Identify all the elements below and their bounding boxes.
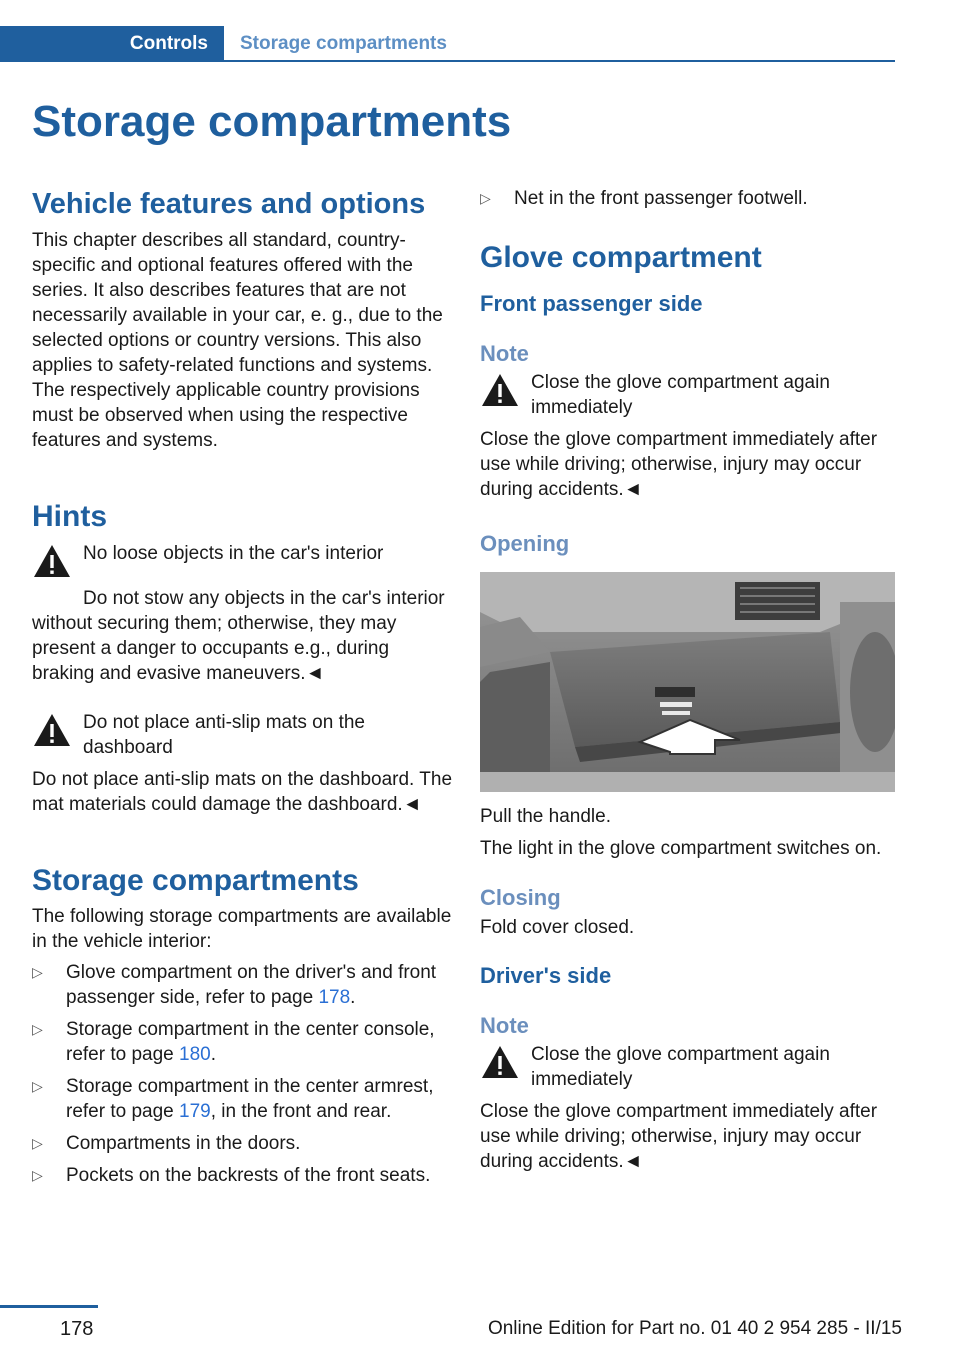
- warning-triangle-icon: [480, 1044, 520, 1080]
- list-item-period: .: [350, 987, 356, 1008]
- bullet-icon: ▷: [32, 1078, 43, 1094]
- list-item: [32, 1131, 452, 1156]
- page-number: 178: [60, 1318, 94, 1340]
- note-1-label: Note: [480, 341, 529, 366]
- vehicle-features-text: This chapter describes all standard, country-specific and optional features offered with the series. It also describes features that are not necessarily available in your car, e. g., due to the selected options or country versions. This also applies to safety-related functions and systems. The respectively applicable country provisions must be observed when using the respective features and systems.: [32, 230, 443, 451]
- light-text: The light in the glove compartment switches on.: [480, 838, 882, 859]
- list-item: [32, 960, 452, 1010]
- bullet-icon: ▷: [32, 1135, 43, 1151]
- drivers-side-heading: Driver's side: [480, 963, 612, 988]
- list-item: [480, 186, 895, 211]
- header-tab-controls[interactable]: Controls: [0, 26, 224, 62]
- opening-label: Opening: [480, 531, 570, 556]
- list-item: [32, 1163, 452, 1188]
- left-column: [32, 186, 452, 1195]
- header-rule: [224, 60, 895, 62]
- note-2-title: Close the glove compartment again immediately: [531, 1044, 830, 1090]
- storage-compartments-heading: Storage compartments: [32, 864, 359, 897]
- warning-1-title: No loose objects in the car's interior: [83, 543, 384, 564]
- note-2: [480, 1042, 895, 1092]
- note-1-title: Close the glove compartment again immediately: [531, 372, 830, 418]
- warning-1: [32, 541, 452, 579]
- fold-cover-text: Fold cover closed.: [480, 917, 635, 938]
- note-1-text: Close the glove compartment immediately after use while driving; otherwise, injury may occur during accidents.◄: [480, 429, 878, 500]
- list-item-text: Net in the front passenger footwell.: [514, 188, 808, 209]
- page-link-178[interactable]: 178: [318, 987, 351, 1008]
- pull-handle-text: Pull the handle.: [480, 806, 611, 827]
- glove-compartment-heading: Glove compartment: [480, 241, 762, 274]
- hints-heading: Hints: [32, 500, 107, 533]
- closing-label: Closing: [480, 885, 561, 910]
- bullet-icon: ▷: [32, 1167, 43, 1183]
- list-item-text: Pockets on the backrests of the front seats.: [66, 1165, 431, 1186]
- note-2-text: Close the glove compartment immediately after use while driving; otherwise, injury may occur during accidents.◄: [480, 1101, 878, 1172]
- glove-compartment-photo: [480, 572, 895, 792]
- page-link-179[interactable]: 179: [179, 1101, 211, 1122]
- warning-2-text: Do not place anti-slip mats on the dashboard. The mat materials could damage the dashboard.◄: [32, 769, 453, 815]
- vehicle-features-heading: Vehicle features and options: [32, 188, 426, 220]
- edition-footer: Online Edition for Part no. 01 40 2 954 285 - II/15: [487, 1318, 902, 1339]
- bullet-icon: ▷: [32, 964, 43, 980]
- bullet-icon: ▷: [32, 1021, 43, 1037]
- warning-1-text: Do not stow any objects in the car's interior without securing them; otherwise, they may present a danger to occupants e.g., during braking and evasive maneuvers.◄: [32, 588, 445, 684]
- list-item: [32, 1074, 452, 1124]
- storage-compartments-text: The following storage compartments are available in the vehicle interior:: [32, 906, 452, 952]
- list-item-period: .: [210, 1044, 217, 1065]
- bullet-icon: ▷: [480, 190, 491, 206]
- page-header: [0, 26, 895, 62]
- list-item: [32, 1017, 452, 1067]
- warning-triangle-icon: [32, 712, 72, 748]
- page-title: Storage compartments: [32, 97, 512, 146]
- front-passenger-side-heading: Front passenger side: [480, 291, 703, 316]
- header-tab-storage[interactable]: Storage compartments: [240, 33, 447, 54]
- footer-rule: [0, 1305, 98, 1308]
- note-2-label: Note: [480, 1013, 529, 1038]
- list-item-text: Compartments in the doors.: [66, 1133, 301, 1154]
- list-item-text-after: , in the front and rear.: [210, 1101, 392, 1122]
- list-item-text: Glove compartment on the driver's and front passenger side, refer to page: [66, 962, 437, 1008]
- page-link-180[interactable]: 180: [179, 1044, 211, 1065]
- warning-triangle-icon: [480, 372, 520, 408]
- warning-2-title: Do not place anti-slip mats on the dashboard: [83, 712, 365, 758]
- warning-triangle-icon: [32, 543, 72, 579]
- note-1: [480, 370, 895, 420]
- list-item-text: Storage compartment in the center armrest, refer to page: [66, 1076, 434, 1122]
- list-item-text: Storage compartment in the center console, refer to page: [66, 1019, 435, 1065]
- warning-2: [32, 710, 452, 760]
- right-column: [480, 186, 895, 1174]
